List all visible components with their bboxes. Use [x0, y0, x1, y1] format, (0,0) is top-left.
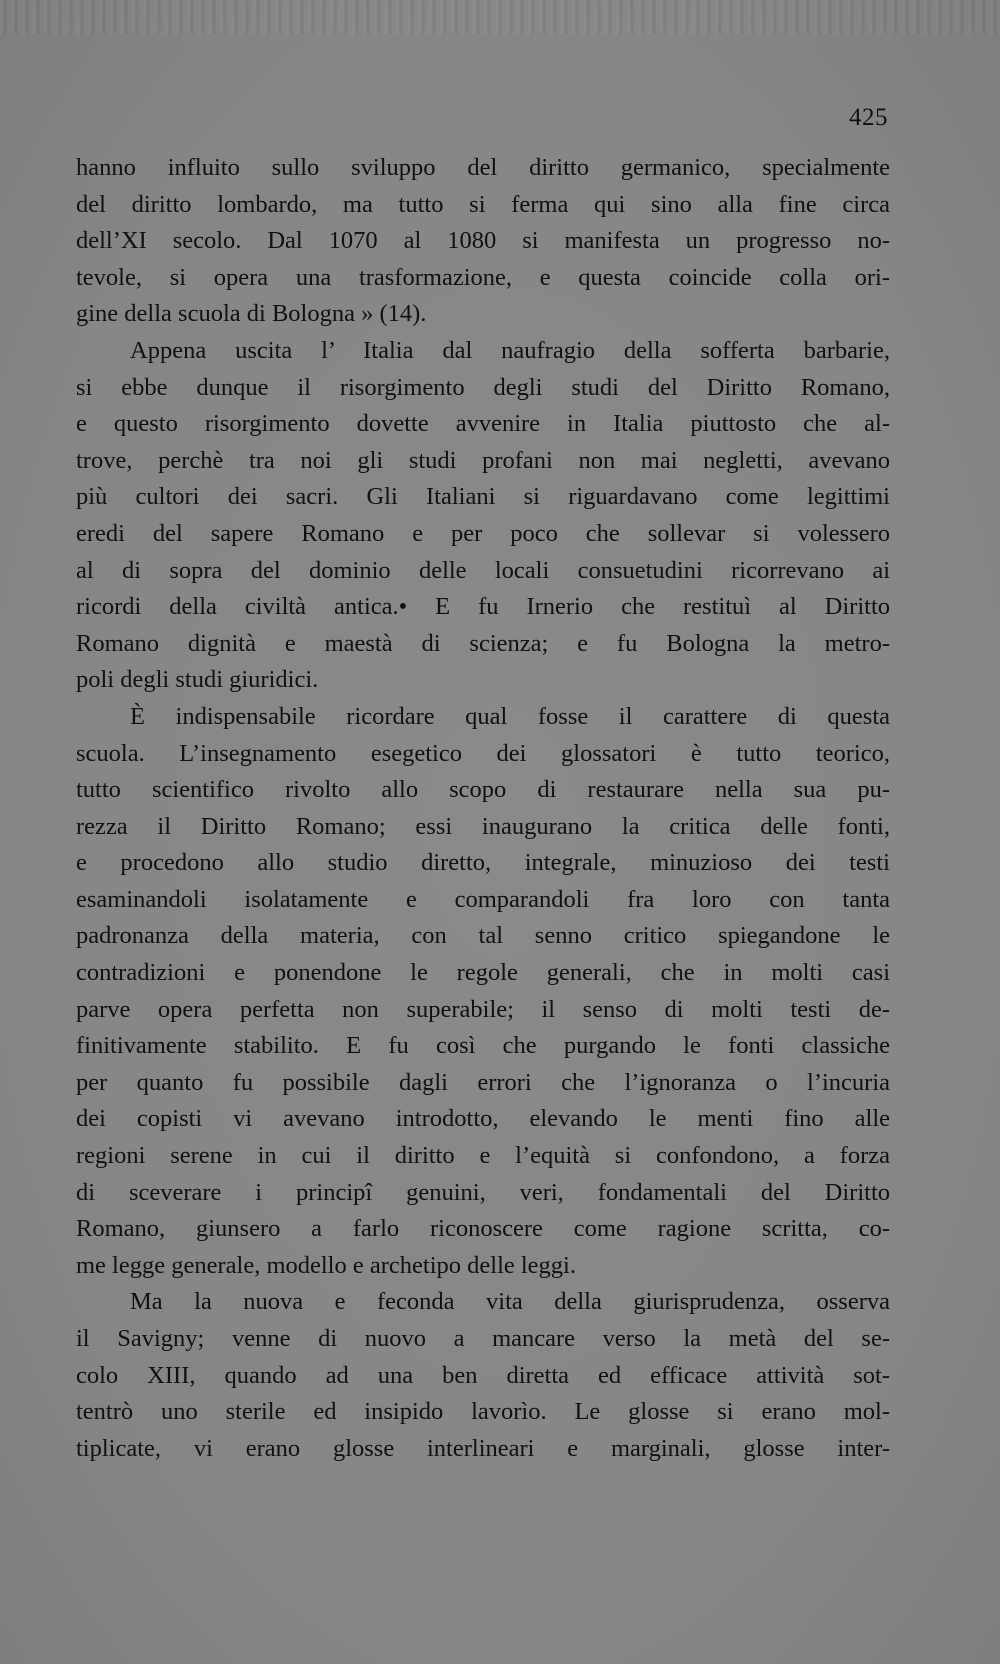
text-line: tutto scientifico rivolto allo scopo di restaurare nella sua pu- [76, 776, 890, 804]
text-line: si ebbe dunque il risorgimento degli studi del Diritto Romano, [76, 373, 890, 401]
text-line: contradizioni e ponendone le regole generali, che in molti casi [76, 959, 890, 987]
text-line: È indispensabile ricordare qual fosse il carattere di questa [130, 702, 890, 730]
text-line: Ma la nuova e feconda vita della giurisprudenza, osserva [130, 1288, 890, 1316]
page-number: 425 [849, 104, 888, 131]
text-line: del diritto lombardo, ma tutto si ferma qui sino alla fine circa [76, 190, 890, 218]
text-line: tevole, si opera una trasformazione, e questa coincide colla ori- [76, 263, 890, 291]
text-line: più cultori dei sacri. Gli Italiani si riguardavano come legittimi [76, 483, 890, 511]
text-line: poli degli studi giuridici. [76, 666, 319, 694]
text-line: rezza il Diritto Romano; essi inaugurano la critica delle fonti, [76, 812, 890, 840]
text-line: Romano dignità e maestà di scienza; e fu Bologna la metro- [76, 629, 890, 657]
text-line: trove, perchè tra noi gli studi profani non mai negletti, avevano [76, 446, 890, 474]
text-line: padronanza della materia, con tal senno critico spiegandone le [76, 922, 890, 950]
scan-noise-strip [0, 0, 1000, 34]
text-line: hanno influito sullo sviluppo del diritto germanico, specialmente [76, 154, 890, 181]
text-line: scuola. L’insegnamento esegetico dei glossatori è tutto teorico, [76, 739, 890, 767]
text-line: gine della scuola di Bologna » (14). [76, 300, 427, 328]
text-line: finitivamente stabilito. E fu così che purgando le fonti classiche [76, 1032, 890, 1060]
text-line: e questo risorgimento dovette avvenire in Italia piuttosto che al- [76, 410, 890, 438]
text-line: regioni serene in cui il diritto e l’equità si confondono, a forza [76, 1142, 890, 1170]
text-line: e procedono allo studio diretto, integrale, minuzioso dei testi [76, 849, 890, 877]
text-line: dell’XI secolo. Dal 1070 al 1080 si manifesta un progresso no- [76, 227, 890, 255]
text-line: parve opera perfetta non superabile; il senso di molti testi de- [76, 995, 890, 1023]
text-line: al di sopra del dominio delle locali consuetudini ricorrevano ai [76, 556, 890, 584]
text-line: Appena uscita l’ Italia dal naufragio della sofferta barbarie, [130, 336, 890, 364]
text-line: Romano, giunsero a farlo riconoscere come ragione scritta, co- [76, 1215, 890, 1243]
text-line: me legge generale, modello e archetipo delle leggi. [76, 1251, 576, 1279]
text-line: per quanto fu possibile dagli errori che l’ignoranza o l’incuria [76, 1068, 890, 1096]
text-line: ricordi della civiltà antica.• E fu Irnerio che restituì al Diritto [76, 593, 890, 621]
text-line: colo XIII, quando ad una ben diretta ed efficace attività sot- [76, 1361, 890, 1389]
body-text [76, 150, 890, 1467]
text-line: dei copisti vi avevano introdotto, elevando le menti fino alle [76, 1105, 890, 1133]
text-line: eredi del sapere Romano e per poco che sollevar si volessero [76, 519, 890, 547]
text-line: il Savigny; venne di nuovo a mancare verso la metà del se- [76, 1325, 890, 1352]
text-line: tiplicate, vi erano glosse interlineari e marginali, glosse inter- [76, 1434, 890, 1462]
text-line: tentrò uno sterile ed insipido lavorìo. Le glosse si erano mol- [76, 1398, 890, 1426]
text-line: esaminandoli isolatamente e comparandoli fra loro con tanta [76, 885, 890, 913]
text-line: di sceverare i principî genuini, veri, fondamentali del Diritto [76, 1178, 890, 1206]
